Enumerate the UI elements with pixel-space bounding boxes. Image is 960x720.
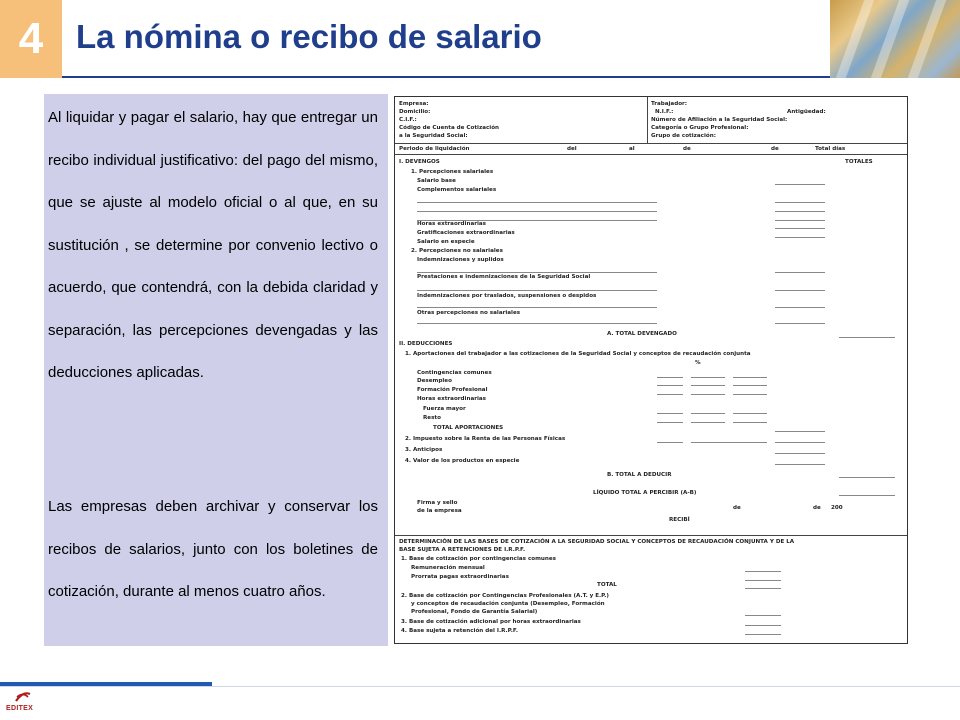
- form-percepciones-salariales: 1. Percepciones salariales: [411, 169, 494, 175]
- page-title: La nómina o recibo de salario: [76, 18, 542, 55]
- form-de4: de: [813, 505, 821, 511]
- form-fuerza-mayor: Fuerza mayor: [423, 406, 466, 412]
- banknotes-image: [830, 0, 960, 78]
- form-porcentaje: %: [695, 360, 701, 366]
- form-complementos: Complementos salariales: [417, 187, 497, 193]
- form-recibi: RECIBÍ: [669, 517, 690, 523]
- form-periodo: Periodo de liquidación: [399, 146, 470, 152]
- form-determinacion2: BASE SUJETA A RETENCIONES DE I.R.P.F.: [399, 547, 526, 553]
- form-afiliacion: Número de Afiliación a la Seguridad Social:: [651, 117, 788, 123]
- form-antiguedad: Antigüedad:: [787, 109, 826, 115]
- form-salario-base: Salario base: [417, 178, 456, 184]
- form-valor-productos: 4. Valor de los productos en especie: [405, 458, 520, 464]
- form-total-deducir: B. TOTAL A DEDUCIR: [607, 472, 672, 478]
- chapter-number: 4: [0, 0, 62, 78]
- form-horas-extra2: Horas extraordinarias: [417, 396, 487, 402]
- form-salario-especie: Salario en especie: [417, 239, 475, 245]
- paragraph-archive: Las empresas deben archivar y conservar los recibos de salarios, junto con los boletines de cotización, durante al menos cuatro años.: [48, 498, 378, 600]
- form-percepciones-no-salariales: 2. Percepciones no salariales: [411, 248, 503, 254]
- form-prestaciones: Prestaciones e indemnizaciones de la Seguridad Social: [417, 274, 591, 280]
- form-indemnizaciones-suplidos: Indemnizaciones y suplidos: [417, 257, 504, 263]
- form-del: del: [567, 146, 577, 152]
- form-cif: C.I.F.:: [399, 117, 417, 123]
- title-underline: [62, 76, 830, 78]
- form-base2a: 2. Base de cotización por Contingencias Profesionales (A.T. y E.P.): [401, 593, 609, 599]
- payslip-form-image: [388, 94, 912, 646]
- form-aportaciones: 1. Aportaciones del trabajador a las cotizaciones de la Seguridad Social y conceptos de recaudación conjunta: [405, 351, 751, 357]
- form-de-la-empresa: de la empresa: [417, 508, 462, 514]
- form-gratificaciones: Gratificaciones extraordinarias: [417, 230, 515, 236]
- form-totales: TOTALES: [845, 159, 873, 165]
- form-base3: 3. Base de cotización adicional por horas extraordinarias: [401, 619, 581, 625]
- form-liquido: LÍQUIDO TOTAL A PERCIBIR (A-B): [593, 490, 697, 496]
- form-de3: de: [733, 505, 741, 511]
- form-prorrata: Prorrata pagas extraordinarias: [411, 574, 509, 580]
- form-codigo: Código de Cuenta de Cotización: [399, 125, 500, 131]
- form-total-devengado: A. TOTAL DEVENGADO: [607, 331, 677, 337]
- form-determinacion1: DETERMINACIÓN DE LAS BASES DE COTIZACIÓN A LA SEGURIDAD SOCIAL Y CONCEPTOS DE RECAUDACIÓN CONJUNTA Y DE LA: [399, 539, 795, 545]
- form-domicilio: Domicilio:: [399, 109, 431, 115]
- form-base1: 1. Base de cotización por contingencias comunes: [401, 556, 557, 562]
- form-resto: Resto: [423, 415, 441, 421]
- form-total-aportaciones: TOTAL APORTACIONES: [433, 425, 504, 431]
- form-deducciones: II. DEDUCCIONES: [399, 341, 453, 347]
- editex-logo-text: EDITEX: [6, 705, 34, 712]
- editex-logo-icon: [14, 690, 32, 704]
- paragraph-payslip: Al liquidar y pagar el salario, hay que entregar un recibo individual justificativo: del pago del mismo, que se ajuste al modelo oficial o al que, en su sustitución , se determine por convenio lectivo o acuerdo, que contendrá, con la debida claridad y separación, las percepciones devengadas y las deducciones aplicadas.: [48, 109, 378, 381]
- form-seguridad: a la Seguridad Social:: [399, 133, 468, 139]
- form-trabajador: Trabajador:: [651, 101, 688, 107]
- form-total: TOTAL: [597, 582, 617, 588]
- form-horas-extra: Horas extraordinarias: [417, 221, 487, 227]
- editex-logo: [6, 690, 40, 716]
- form-remuneracion: Remuneración mensual: [411, 565, 485, 571]
- footer-divider: [0, 686, 960, 687]
- form-otras-percepciones: Otras percepciones no salariales: [417, 310, 521, 316]
- form-irpf: 2. Impuesto sobre la Renta de las Personas Físicas: [405, 436, 566, 442]
- form-categoria: Categoría o Grupo Profesional:: [651, 125, 749, 131]
- form-base2c: Profesional, Fondo de Garantía Salarial): [411, 609, 538, 615]
- form-empresa: Empresa:: [399, 101, 429, 107]
- form-contingencias: Contingencias comunes: [417, 370, 492, 376]
- form-firma: Firma y sello: [417, 500, 458, 506]
- payslip-form: [394, 96, 908, 644]
- form-base2b: y conceptos de recaudación conjunta (Desempleo, Formación: [411, 601, 605, 607]
- form-de1: de: [683, 146, 691, 152]
- form-de2: de: [771, 146, 779, 152]
- form-year: 200: [831, 505, 843, 511]
- form-indemnizaciones-traslados: Indemnizaciones por traslados, suspensiones o despidos: [417, 293, 597, 299]
- form-nif: N.I.F.:: [655, 109, 674, 115]
- form-base4: 4. Base sujeta a retención del I.R.P.F.: [401, 628, 518, 634]
- form-desempleo: Desempleo: [417, 378, 452, 384]
- form-devengos: I. DEVENGOS: [399, 159, 440, 165]
- form-formacion: Formación Profesional: [417, 387, 488, 393]
- form-anticipos: 3. Anticipos: [405, 447, 443, 453]
- form-al: al: [629, 146, 635, 152]
- form-grupo: Grupo de cotización:: [651, 133, 716, 139]
- form-total-dias: Total días: [815, 146, 846, 152]
